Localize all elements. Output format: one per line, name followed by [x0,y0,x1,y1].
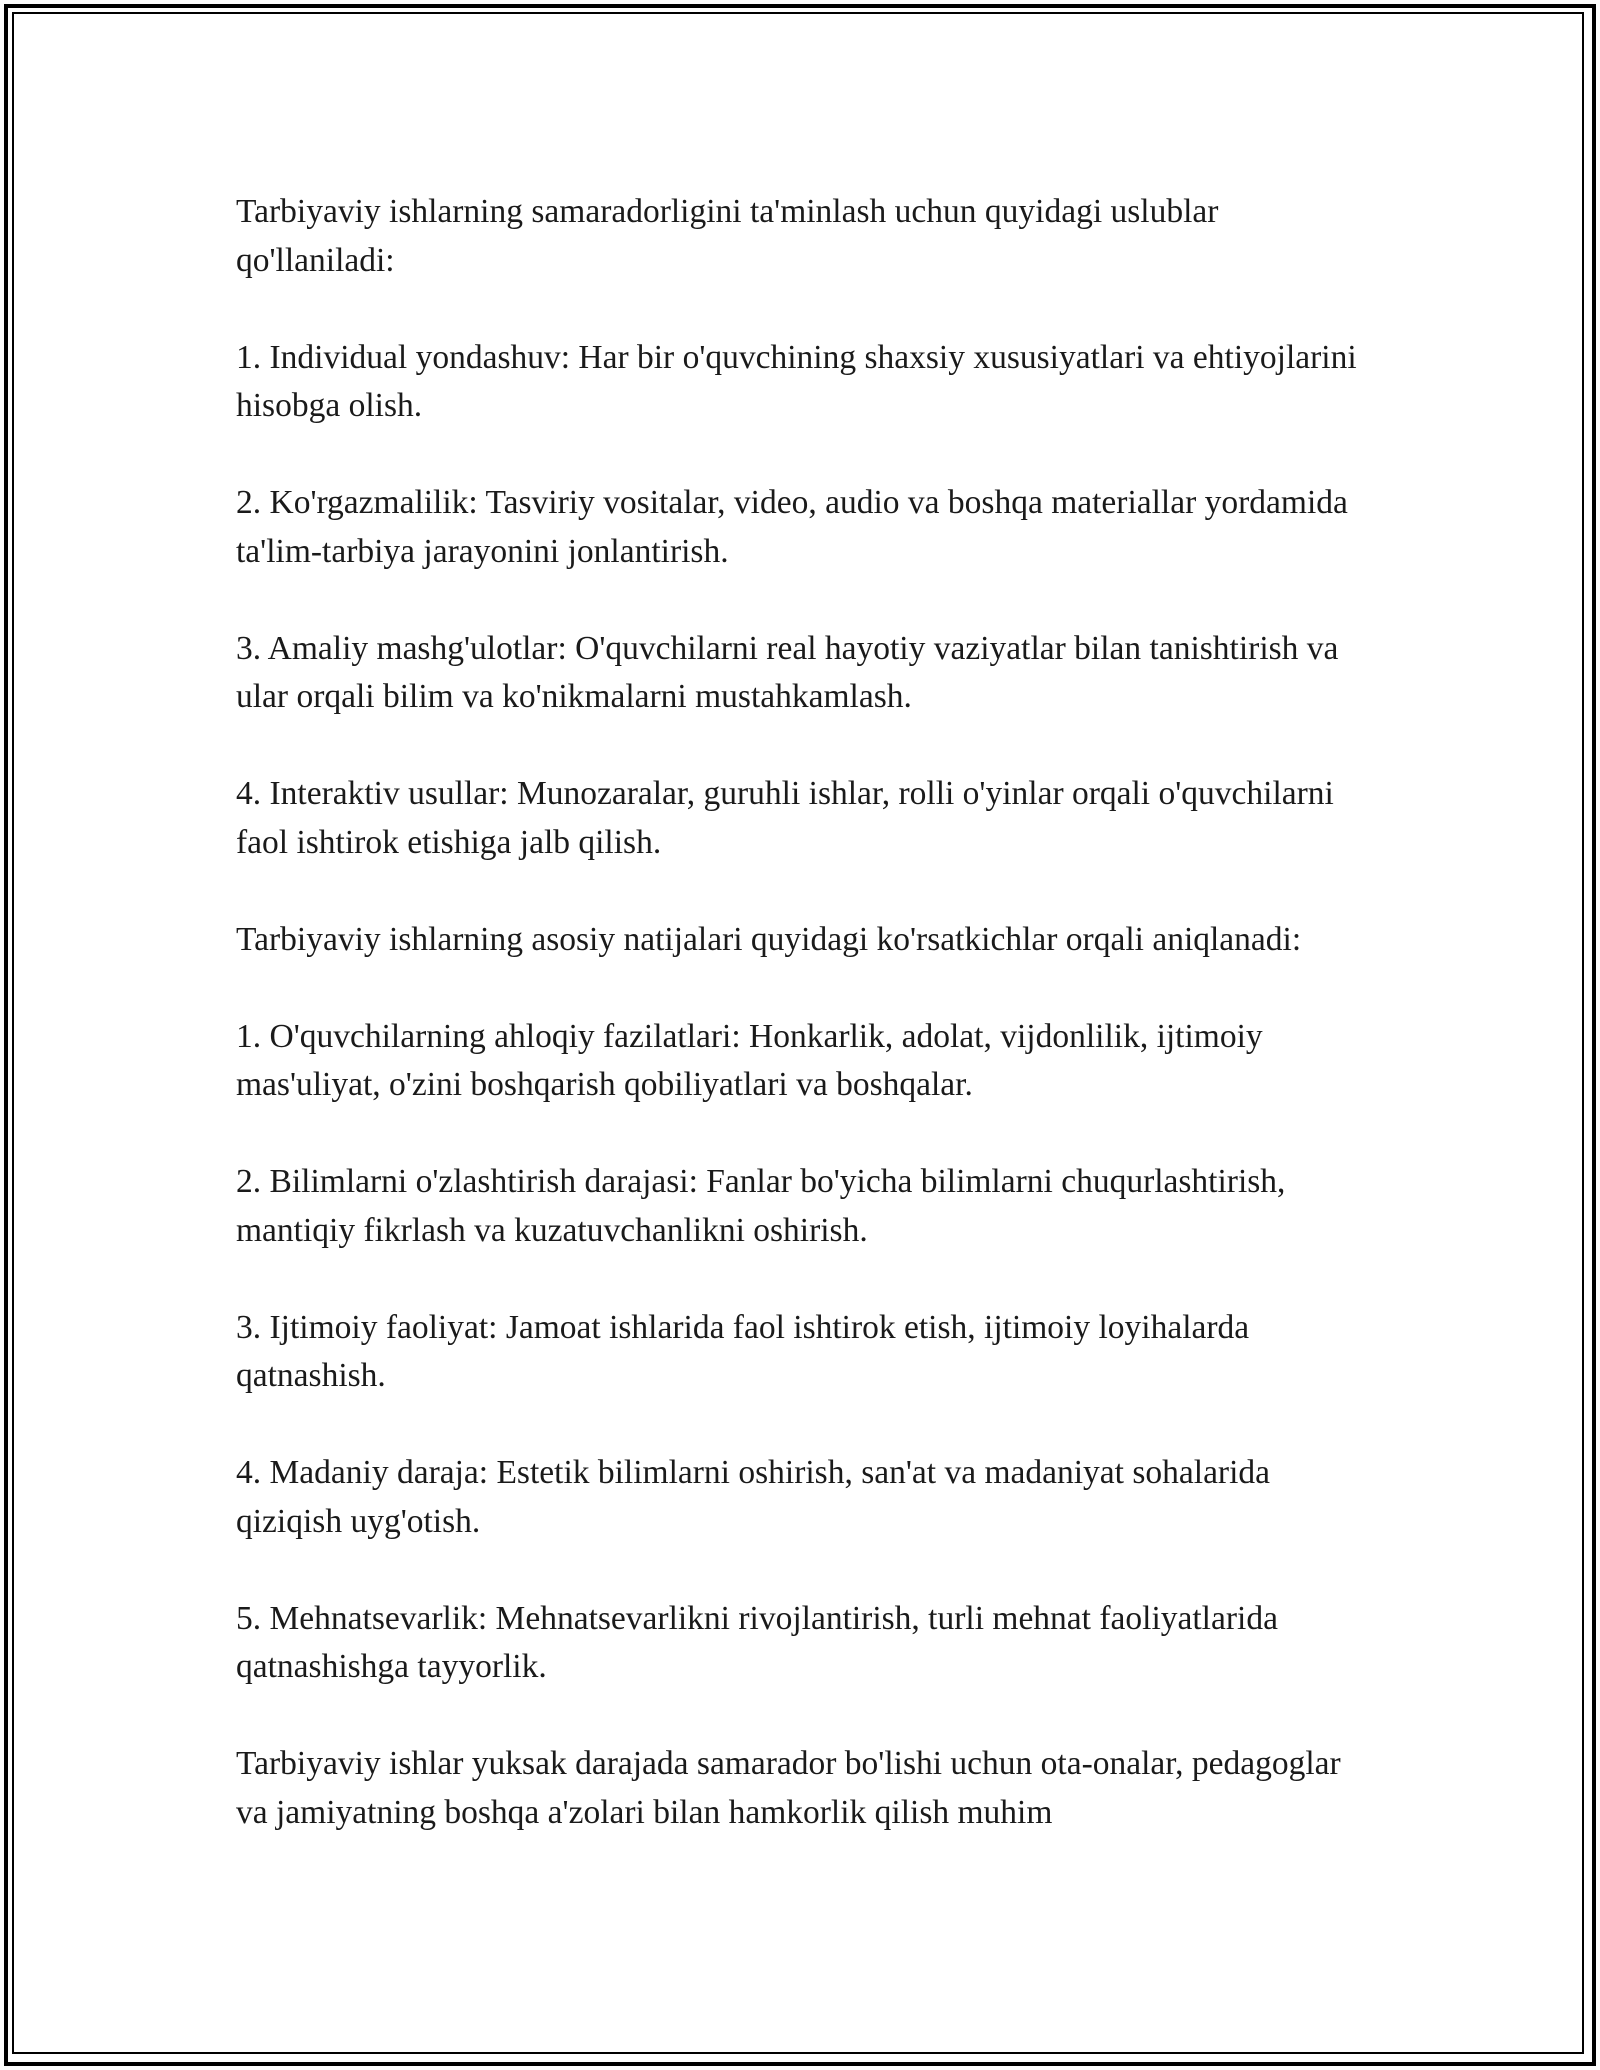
closing-paragraph: Tarbiyaviy ishlar yuksak darajada samarador bo'lishi uchun ota-onalar, pedagoglar va jamiyatning boshqa a'zolari bilan hamkorlik qilish muhim [236,1745,1341,1831]
method-item-1: 1. Individual yondashuv: Har bir o'quvchining shaxsiy xususiyatlari va ehtiyojlarini hisobga olish. [236,338,1357,424]
method-item-2: 2. Ko'rgazmalilik: Tasviriy vositalar, video, audio va boshqa materiallar yordamida ta'lim-tarbiya jarayonini jonlantirish. [236,484,1348,570]
result-item-1: 1. O'quvchilarning ahloqiy fazilatlari: Honkarlik, adolat, vijdonlilik, ijtimoiy mas'uliyat, o'zini boshqarish qobiliyatlari va boshqalar. [236,1017,1263,1103]
document-body [236,188,1376,1837]
intro-paragraph: Tarbiyaviy ishlarning samaradorligini ta'minlash uchun quyidagi uslublar qo'llaniladi: [236,193,1219,279]
results-intro-paragraph: Tarbiyaviy ishlarning asosiy natijalari quyidagi ko'rsatkichlar orqali aniqlanadi: [236,920,1302,958]
result-item-4: 4. Madaniy daraja: Estetik bilimlarni oshirish, san'at va madaniyat sohalarida qiziqish uyg'otish. [236,1454,1271,1540]
method-item-4: 4. Interaktiv usullar: Munozaralar, guruhli ishlar, rolli o'yinlar orqali o'quvchilarni faol ishtirok etishiga jalb qilish. [236,775,1334,861]
result-item-3: 3. Ijtimoiy faoliyat: Jamoat ishlarida faol ishtirok etish, ijtimoiy loyihalarda qatnashish. [236,1308,1250,1394]
method-item-3: 3. Amaliy mashg'ulotlar: O'quvchilarni real hayotiy vaziyatlar bilan tanishtirish va ular orqali bilim va ko'nikmalarni mustahkamlash. [236,629,1339,715]
result-item-2: 2. Bilimlarni o'zlashtirish darajasi: Fanlar bo'yicha bilimlarni chuqurlashtirish, mantiqiy fikrlash va kuzatuvchanlikni oshirish. [236,1163,1286,1249]
result-item-5: 5. Mehnatsevarlik: Mehnatsevarlikni rivojlantirish, turli mehnat faoliyatlarida qatnashishga tayyorlik. [236,1599,1278,1685]
